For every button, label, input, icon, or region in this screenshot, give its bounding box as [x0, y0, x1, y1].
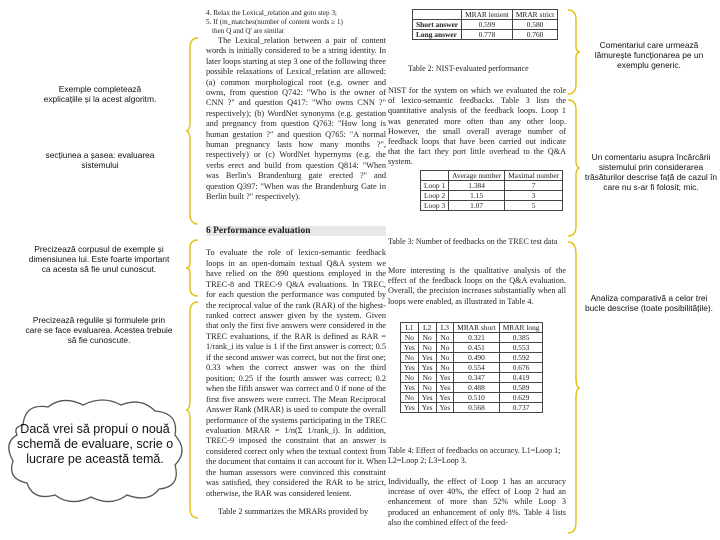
- table-4: [400, 322, 543, 413]
- table-cell: No: [418, 333, 436, 343]
- table-header: MRAR long: [499, 323, 543, 333]
- table-header: Maximal number: [505, 171, 563, 181]
- table-header: [413, 10, 462, 20]
- table-cell: Yes: [418, 353, 436, 363]
- table-cell: Yes: [401, 383, 419, 393]
- table-cell: Yes: [436, 373, 454, 383]
- table-cell: Yes: [418, 363, 436, 373]
- table-cell: No: [401, 353, 419, 363]
- algo-step-5: 5. If (m_matches(number of content words ≥ 1): [206, 17, 343, 26]
- table-4-caption: Table 4: Effect of feedbacks on accuracy. L1=Loop 1; L2=Loop 2; L3=Loop 3.: [388, 446, 561, 465]
- table-cell: 0.510: [454, 393, 499, 403]
- algo-step-4: 4. Relax the Lexical_relation and goto step 3;: [206, 9, 337, 17]
- note-comparative: Analiza comparativă a celor trei bucle descrise (toate posibilitățile).: [584, 293, 713, 313]
- table-cell: Yes: [418, 393, 436, 403]
- left-column-text: [206, 36, 386, 203]
- table-cell: 0.589: [499, 383, 543, 393]
- note-load: Un comentariu asupra încărcării sistemului prin considerarea trăsăturilor descrise față de cazul în care nu s-ar fi folosit; mic.: [584, 152, 718, 192]
- table-cell: Yes: [401, 343, 419, 353]
- table-cell: 0.737: [499, 403, 543, 413]
- table-3-caption: Table 3: Number of feedbacks on the TREC test data: [388, 237, 558, 246]
- table-cell: Yes: [436, 403, 454, 413]
- table-cell: Yes: [418, 403, 436, 413]
- table-cell: No: [436, 343, 454, 353]
- table-cell: Yes: [436, 393, 454, 403]
- table-cell: No: [436, 353, 454, 363]
- table-header: [421, 171, 449, 181]
- note-comment: Comentariul care urmează lămurește funcționarea pe un exemplu generic.: [594, 40, 704, 70]
- table-cell: 0.599: [462, 20, 513, 30]
- note-examples: Exemple completează explicațiile și la acest algoritm.: [43, 84, 157, 104]
- table-cell: 0.385: [499, 333, 543, 343]
- table-cell: 7: [505, 181, 563, 191]
- cloud-text: Dacă vrei să propui o nouă schemă de evaluare, scrie o lucrare pe această temă.: [16, 422, 174, 466]
- table-cell: Yes: [436, 383, 454, 393]
- table-cell: No: [401, 373, 419, 383]
- table-cell: 5: [505, 201, 563, 211]
- table-cell: 0.347: [454, 373, 499, 383]
- table-cell: No: [418, 343, 436, 353]
- table-cell: No: [436, 363, 454, 373]
- table-cell: 3: [505, 191, 563, 201]
- table-cell: Short answer: [413, 20, 462, 30]
- table-cell: No: [401, 393, 419, 403]
- table-cell: Loop 3: [421, 201, 449, 211]
- right-brace-3: [566, 240, 580, 535]
- table-cell: Loop 1: [421, 181, 449, 191]
- nist-paragraph: NIST for the system on which we evaluated the role of lexico-semantic feedbacks. Table 3 lists the quantitative analysis of the feedback loops. Loop 1 was generated more often than any other loop. However, the small overall average number of feedback loops that have been carried out indicate that the fact they port little overhead to the Q&A system.: [388, 86, 566, 167]
- table-header: L2: [418, 323, 436, 333]
- table-cell: 0.760: [512, 30, 557, 40]
- paper-page: [200, 0, 570, 540]
- table-cell: Loop 2: [421, 191, 449, 201]
- evaluation-last-line: Table 2 summarizes the MRARs provided by: [218, 507, 369, 517]
- table-cell: 0.321: [454, 333, 499, 343]
- table-cell: 0.629: [499, 393, 543, 403]
- table-cell: 0.592: [499, 353, 543, 363]
- table-cell: Yes: [401, 403, 419, 413]
- table-cell: 0.419: [499, 373, 543, 383]
- table-header: L1: [401, 323, 419, 333]
- note-corpus: Precizează corpusul de exemple și dimensiunea lui. Este foarte important ca acesta să fie unul cunoscut.: [28, 244, 170, 274]
- left-brace-2: [186, 238, 200, 298]
- table-header: MRAR short: [454, 323, 499, 333]
- table-cell: 0.676: [499, 363, 543, 373]
- table-cell: Long answer: [413, 30, 462, 40]
- table-cell: Yes: [401, 363, 419, 373]
- table-cell: 0.580: [512, 20, 557, 30]
- table-cell: 0.490: [454, 353, 499, 363]
- qualitative-paragraph: More interesting is the qualitative analysis of the effect of the feedback loops on the Q&A evaluation. Overall, the precision increases substantially when all loops were enabled, as illustrated in Table 4.: [388, 266, 566, 306]
- table-cell: No: [418, 383, 436, 393]
- table-2: [412, 9, 558, 40]
- table-cell: 1.15: [449, 191, 505, 201]
- table-cell: 0.488: [454, 383, 499, 393]
- table-cell: No: [418, 373, 436, 383]
- table-cell: 0.553: [499, 343, 543, 353]
- table-cell: No: [401, 333, 419, 343]
- lexical-relation-paragraph: The Lexical_relation between a pair of content words is initially considered to be a string identity. In later loops starting at step 3 one of the following three possible relaxations of Lexical_relation are allowed: (a) common morphological root (e.g. owner and owns, from question Q742: "Who is the owner of CNN ?" and question Q417: "Who owns CNN ?" respectively); (b) WordNet synonyms (e.g. gestation and pregnancy from question Q763: "How long is human gestation ?" and question Q765: "A normal human pregnancy lasts how many months ?", respectively) or (c) WordNet hypernyms (e.g. the verbs erect and build from question Q814: "When was Berlin's Brandenburg gate erected ?" and question Q397: "When was the Brandenburg Gate in Berlin built ?" respectively).: [206, 36, 386, 202]
- left-brace-1: [186, 36, 200, 226]
- table-cell: 0.568: [454, 403, 499, 413]
- table-header: MRAR lenient: [462, 10, 513, 20]
- section-title: 6 Performance evaluation: [206, 226, 386, 236]
- left-brace-3: [186, 300, 200, 520]
- evaluation-paragraph: To evaluate the role of lexico-semantic feedback loops in an open-domain textual Q&A system we have relied on the 890 questions employed in the TREC-8 and TREC-9 Q&A evaluations. In TREC, for each question the performance was computed by the reciprocal value of the rank (RAR) of the highest-ranked correct answer given by the system. Given that only the first five answers were considered in the TREC evaluations, if the RAR is defined as RAR = 1/rank_i its value is 1 if the first answer is correct; 0.5 if the second answer was correct, but not the first one; 0.33 when the correct answer was on the third position; 0.25 if the fourth answer was correct; 0.2 when the fifth answer was correct and 0 if none of the first five answers were correct. The Mean Reciprocal Answer Rank (MRAR) is used to compute the overall performance of the systems participating in the TREC evaluation MRAR = 1/n(Σ 1/rank_i). In addition, TREC-9 imposed the constraint that an answer is considered correct only when the textual context from the document that contains it can account for it. When the human assessors were convinced this constraint was satisfied, they considered the RAR to be strict, otherwise, the RAR was considered lenient.: [206, 248, 386, 498]
- table-3: [420, 170, 563, 211]
- table-cell: 1.384: [449, 181, 505, 191]
- performance-evaluation-text: [206, 240, 386, 526]
- table-header: MRAR strict: [512, 10, 557, 20]
- table-cell: 0.778: [462, 30, 513, 40]
- right-brace-2: [566, 98, 580, 238]
- table-cell: No: [436, 333, 454, 343]
- note-rules: Precizează regulile și formulele prin care se face evaluarea. Acestea trebuie să fie cunoscute.: [25, 315, 173, 345]
- table-header: L3: [436, 323, 454, 333]
- algo-step-5b: then Q and Q' are similar: [212, 26, 285, 35]
- table-cell: 0.451: [454, 343, 499, 353]
- individual-effect-paragraph: Individually, the effect of Loop 1 has an accuracy increase of over 40%, the effect of Loop 2 had an enhancement of more than 52% while Loop 3 produced an enhancement of only 8%. Table 4 lists also the combined effect of the feed-: [388, 477, 566, 527]
- table-2-caption: Table 2: NIST-evaluated performance: [408, 64, 529, 73]
- right-brace-1: [566, 8, 580, 96]
- table-cell: 0.554: [454, 363, 499, 373]
- table-cell: 1.07: [449, 201, 505, 211]
- note-section-six: secțiunea a șasea: evaluarea sistemului: [45, 150, 155, 170]
- table-header: Average number: [449, 171, 505, 181]
- algorithm-steps: [206, 9, 386, 35]
